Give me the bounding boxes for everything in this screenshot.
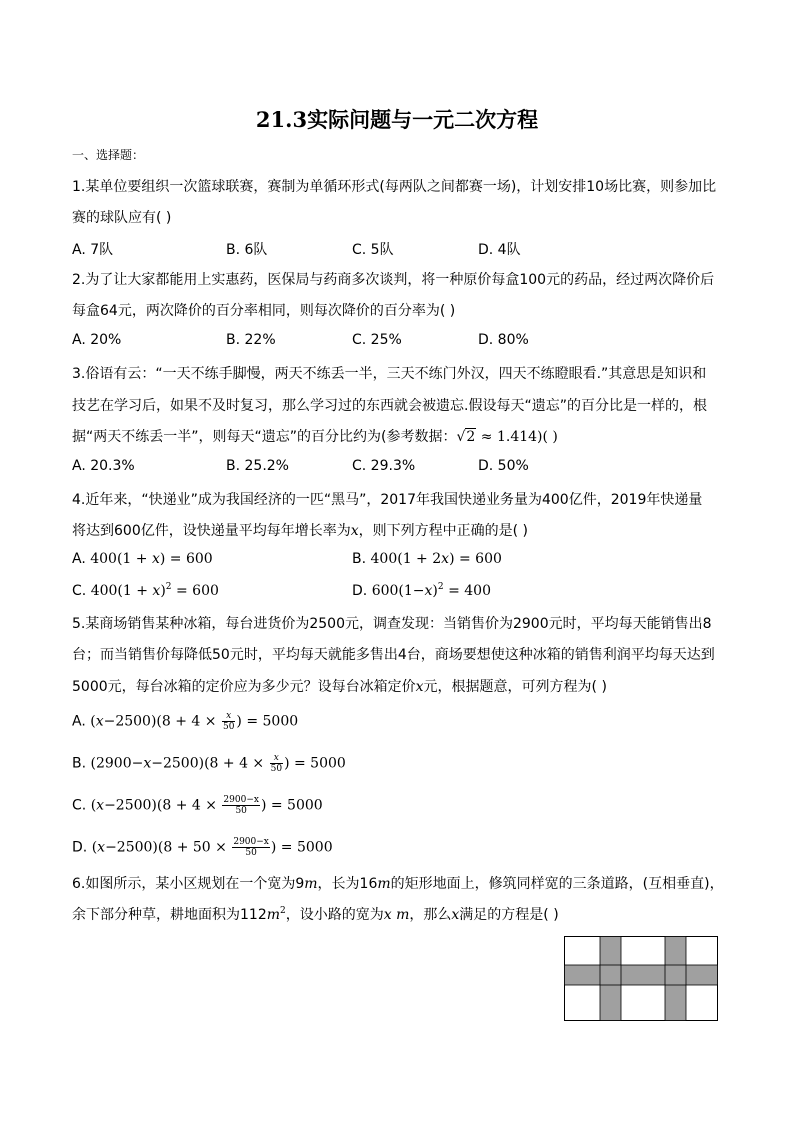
- equation-variable: x: [424, 583, 433, 599]
- equation-part: = 400: [443, 583, 491, 599]
- equation-part: ) = 600: [159, 551, 213, 567]
- q5-line-1: 5.某商场销售某种冰箱，每台进货价为2500元，调查发现：当销售价为2900元时，平均每天能销售出8: [72, 616, 712, 632]
- q6-text: 的矩形地面上，修筑同样宽的三条道路，(互相垂直)，: [390, 876, 724, 892]
- sqrt-radicand: 2: [466, 429, 476, 445]
- q3-line-3: [72, 426, 558, 446]
- fraction-denominator: 50: [245, 848, 257, 858]
- equation-variable: x: [143, 755, 152, 772]
- q5-line-3-post: 元，根据题意，可列方程为( ): [423, 679, 607, 695]
- option-label: B.: [352, 551, 371, 567]
- exponent: 2: [165, 582, 172, 592]
- q5-line-2: 台；而当销售价每降低50元时，平均每天就能多售出4台，商场要想使这种冰箱的销售利润平均每天达到: [72, 647, 715, 663]
- equation-part: −2500)(8 + 4 ×: [151, 755, 269, 772]
- q5-option-d: [72, 837, 333, 858]
- equation-part: 600(1−: [371, 583, 425, 599]
- q1-line-1: 1.某单位要组织一次篮球联赛，赛制为单循环形式(每两队之间都赛一场)，计划安排10场比赛，则参加比: [72, 179, 717, 195]
- equation-variable: x: [441, 551, 450, 567]
- option-label: D.: [352, 583, 372, 599]
- option-label: A.: [72, 551, 91, 567]
- q5-option-a: [72, 711, 298, 732]
- sqrt-expression: √2: [456, 429, 476, 445]
- q6-text: 余下部分种草，耕地面积为112: [72, 907, 267, 923]
- q1-option-b: B. 6队: [226, 242, 268, 258]
- option-label: D.: [72, 839, 92, 856]
- equation-variable: x: [97, 839, 106, 856]
- q1-line-2: 赛的球队应有( ): [72, 210, 172, 226]
- q3-line-3-data: ≈ 1.414)( ): [476, 429, 558, 445]
- unit-m: m: [266, 907, 281, 923]
- fraction: [270, 753, 283, 774]
- q2-option-d: D. 80%: [478, 332, 529, 348]
- q5-option-c: [72, 795, 323, 816]
- unit-m: m: [391, 907, 410, 923]
- section-heading: 一、选择题：: [72, 148, 145, 162]
- fraction-numerator: x: [270, 753, 283, 764]
- equation-part: (: [90, 713, 96, 730]
- page-title: 21.3实际问题与一元二次方程: [255, 107, 539, 132]
- q4-line-2-pre: 将达到600亿件，设快递量平均每年增长率为: [72, 523, 351, 539]
- q2-option-a: A. 20%: [72, 332, 122, 348]
- q5-line-3: [72, 676, 607, 696]
- q4-line-2-post: ，则下列方程中正确的是( ): [358, 523, 529, 539]
- q3-option-d: D. 50%: [478, 458, 529, 474]
- equation-part: ) = 600: [449, 551, 502, 567]
- q6-text: ，那么: [409, 907, 452, 923]
- fraction: [232, 837, 270, 858]
- equation-variable: x: [95, 713, 104, 730]
- equation-variable: x: [152, 583, 161, 599]
- equation-part: = 600: [171, 583, 219, 599]
- option-label: A.: [72, 713, 91, 730]
- q4-option-d: [352, 582, 491, 599]
- option-label: B.: [72, 755, 91, 772]
- q3-option-c: C. 29.3%: [352, 458, 416, 474]
- equation-part: 400(1 +: [90, 583, 153, 599]
- fraction-numerator: x: [222, 711, 235, 722]
- q3-line-3-text: 据“两天不练丢一半”，则每天“遗忘”的百分比约为(参考数据：: [72, 429, 457, 445]
- unit-m: m: [304, 876, 318, 892]
- q6-text: 满足的方程是( ): [459, 907, 559, 923]
- equation-part: −2500)(8 + 4 ×: [103, 713, 221, 730]
- fraction: [222, 795, 260, 816]
- q6-variable: x: [383, 907, 392, 923]
- equation-part: ) = 5000: [270, 839, 333, 856]
- horizontal-road: [565, 965, 718, 985]
- q3-option-a: A. 20.3%: [72, 458, 135, 474]
- fraction-numerator: 2900−x: [223, 795, 259, 805]
- q6-text: ，设小路的宽为: [285, 907, 384, 923]
- q6-variable: x: [451, 907, 460, 923]
- q1-option-d: D. 4队: [478, 242, 521, 258]
- q1-option-a: A. 7队: [72, 242, 114, 258]
- fraction-denominator: 50: [235, 806, 247, 816]
- fraction-denominator: 50: [270, 764, 283, 774]
- fraction-denominator: 50: [222, 722, 235, 732]
- exponent: 2: [437, 582, 444, 592]
- q2-option-b: B. 22%: [226, 332, 276, 348]
- q3-option-b: B. 25.2%: [226, 458, 289, 474]
- q5-line-3-pre: 5000元，每台冰箱的定价应为多少元？设每台冰箱定价: [72, 679, 416, 695]
- equation-part: −2500)(8 + 4 ×: [104, 797, 222, 814]
- q5-option-b: [72, 753, 346, 774]
- q2-line-1: 2.为了让大家都能用上实惠药，医保局与药商多次谈判，将一种原价每盒100元的药品，经过两次降价后: [72, 272, 715, 288]
- fraction: [222, 711, 235, 732]
- unit-m: m: [377, 876, 391, 892]
- equation-part: 400(1 + 2: [370, 551, 442, 567]
- equation-part: 400(1 +: [90, 551, 152, 567]
- q1-option-c: C. 5队: [352, 242, 394, 258]
- equation-part: ) = 5000: [236, 713, 299, 730]
- equation-part: ) = 5000: [284, 755, 346, 772]
- q3-line-2: 技艺在学习后，如果不及时复习，那么学习过的东西就会被遗忘.假设每天“遗忘”的百分比是一样的，根: [72, 398, 707, 414]
- option-label: C.: [72, 797, 91, 814]
- q6-text: ，长为16: [317, 876, 378, 892]
- q3-line-1: 3.俗语有云：“一天不练手脚慢，两天不练丢一半，三天不练门外汉，四天不练瞪眼看.”其意思是知识和: [72, 366, 707, 382]
- q4-line-1: 4.近年来，“快递业”成为我国经济的一匹“黑马”，2017年我国快递业务量为400亿件，2019年快递量: [72, 492, 703, 508]
- equation-part: ) = 5000: [260, 797, 323, 814]
- exponent: 2: [280, 906, 286, 916]
- equation-part: −2500)(8 + 50 ×: [105, 839, 232, 856]
- equation-part: (2900−: [90, 755, 144, 772]
- q2-option-c: C. 25%: [352, 332, 402, 348]
- q5-variable: x: [415, 679, 424, 695]
- q6-line-1: [72, 873, 724, 893]
- road-layout-figure: [564, 936, 718, 1021]
- q4-option-c: [72, 582, 219, 599]
- q6-line-2: [72, 904, 559, 924]
- equation-variable: x: [96, 797, 105, 814]
- q2-line-2: 每盒64元，两次降价的百分率相同，则每次降价的百分率为( ): [72, 303, 456, 319]
- q4-line-2: [72, 520, 528, 540]
- equation-part: (: [91, 839, 98, 856]
- equation-part: (: [90, 797, 97, 814]
- equation-part: ): [432, 583, 438, 599]
- fraction-numerator: 2900−x: [233, 837, 269, 847]
- equation-variable: x: [151, 551, 160, 567]
- q4-option-b: [352, 551, 502, 567]
- q4-variable: x: [350, 523, 359, 539]
- q6-text: 6.如图所示，某小区规划在一个宽为9: [72, 876, 305, 892]
- equation-part: ): [160, 583, 166, 599]
- option-label: C.: [72, 583, 91, 599]
- q4-option-a: [72, 551, 213, 567]
